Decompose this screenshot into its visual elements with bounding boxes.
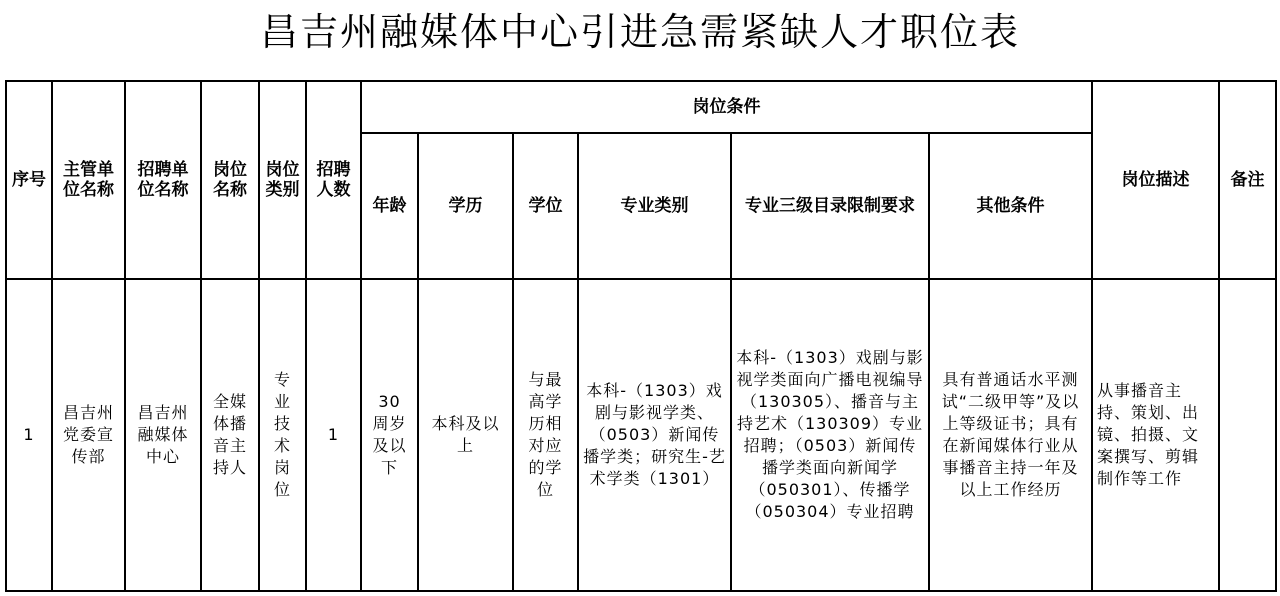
cell-remark [1219, 279, 1276, 591]
header-count: 招聘人数 [306, 81, 361, 279]
cell-age: 30周岁及以下 [361, 279, 418, 591]
cell-other: 具有普通话水平测试“二级甲等”及以上等级证书；具有在新闻媒体行业从事播音主持一年及以上工作经历 [929, 279, 1092, 591]
cell-major3: 本科-（1303）戏剧与影视学类面向广播电视编导（130305）、播音与主持艺术（130309）专业招聘；（0503）新闻传播学类面向新闻学（050301）、传播学（050304）专业招聘 [731, 279, 929, 591]
header-dept: 主管单位名称 [52, 81, 125, 279]
cell-dept: 昌吉州党委宣传部 [52, 279, 125, 591]
header-row-1 [6, 81, 1276, 133]
header-seq: 序号 [6, 81, 52, 279]
header-major3: 专业三级目录限制要求 [731, 133, 929, 279]
cell-major: 本科-（1303）戏剧与影视学类、（0503）新闻传播学类；研究生-艺术学类（1301） [578, 279, 731, 591]
cell-post-type: 专业技术岗位 [259, 279, 306, 591]
header-post-type: 岗位类别 [259, 81, 306, 279]
header-unit: 招聘单位名称 [125, 81, 201, 279]
header-edu: 学历 [418, 133, 513, 279]
cell-desc: 从事播音主持、策划、出镜、拍摄、文案撰写、剪辑制作等工作 [1092, 279, 1219, 591]
cell-edu: 本科及以上 [418, 279, 513, 591]
position-table [5, 80, 1277, 592]
header-desc: 岗位描述 [1092, 81, 1219, 279]
cell-unit: 昌吉州融媒体中心 [125, 279, 201, 591]
cell-degree: 与最高学历相对应的学位 [513, 279, 578, 591]
header-other: 其他条件 [929, 133, 1092, 279]
cell-seq: 1 [6, 279, 52, 591]
header-major: 专业类别 [578, 133, 731, 279]
cell-count: 1 [306, 279, 361, 591]
table-row [6, 279, 1276, 591]
header-post: 岗位名称 [201, 81, 259, 279]
cell-post: 全媒体播音主持人 [201, 279, 259, 591]
header-age: 年龄 [361, 133, 418, 279]
header-degree: 学位 [513, 133, 578, 279]
page-title: 昌吉州融媒体中心引进急需紧缺人才职位表 [259, 10, 1020, 54]
header-conditions: 岗位条件 [361, 81, 1092, 133]
header-remark: 备注 [1219, 81, 1276, 279]
